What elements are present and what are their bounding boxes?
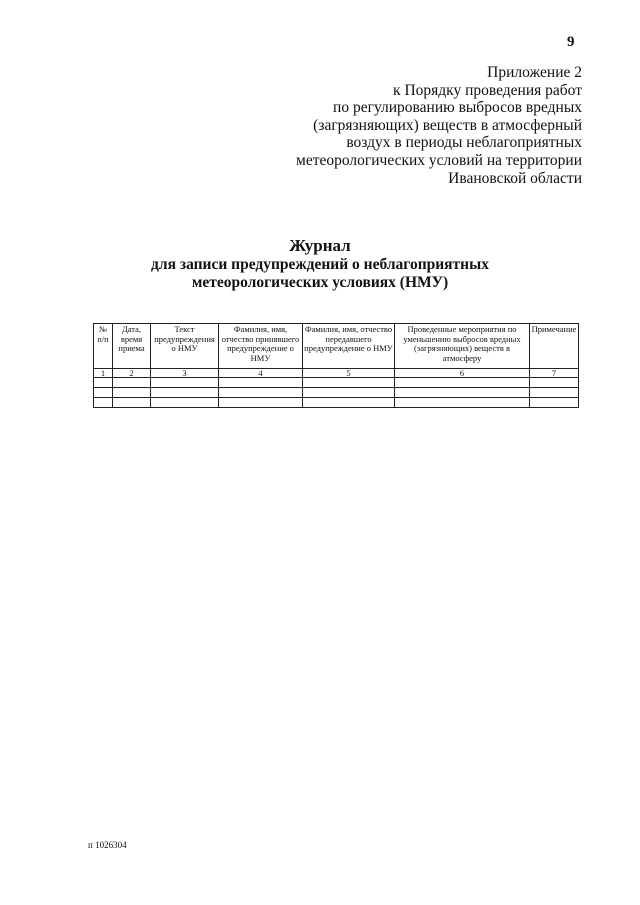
column-number: 2 [113,369,151,378]
cell [113,388,151,398]
cell [530,378,579,388]
header-cell: Фамилия, имя, отчество передавшего предупреждение о НМУ [303,324,395,369]
header-row [94,324,579,369]
document-subtitle [0,256,640,292]
column-number: 1 [94,369,113,378]
column-number: 6 [395,369,530,378]
appendix-line: к Порядку проведения работ [393,81,582,99]
header-cell: Дата, время приема [113,324,151,369]
table-row [94,388,579,398]
appendix-line: воздух в периоды неблагоприятных [346,134,582,152]
cell [303,388,395,398]
cell [303,378,395,388]
header-cell: № п/п [94,324,113,369]
header-cell: Проведенные мероприятия по уменьшению выбросов вредных (загрязняющих) веществ в атмосферу [395,324,530,369]
column-number: 5 [303,369,395,378]
document-title: Журнал [289,236,351,255]
footer-code: п 1026304 [88,840,127,850]
cell [151,398,219,408]
cell [303,398,395,408]
header-cell: Примечание [530,324,579,369]
header-cell: Фамилия, имя, отчество принявшего предупреждение о НМУ [219,324,303,369]
cell [530,398,579,408]
appendix-note [252,64,582,187]
appendix-line: Ивановской области [448,169,582,187]
cell [530,388,579,398]
subtitle-line: метеорологических условиях (НМУ) [191,274,449,291]
table-row [94,378,579,388]
column-number: 3 [151,369,219,378]
cell [395,388,530,398]
appendix-line: Приложение 2 [487,64,582,81]
table-row [94,398,579,408]
appendix-line: метеорологических условий на территории [296,151,582,169]
page-number: 9 [567,34,575,50]
appendix-line: (загрязняющих) веществ в атмосферный [313,116,582,134]
cell [219,398,303,408]
cell [151,388,219,398]
cell [151,378,219,388]
appendix-line: по регулированию выбросов вредных [333,99,582,117]
cell [94,378,113,388]
cell [219,378,303,388]
cell [94,388,113,398]
cell [113,378,151,388]
column-number-row [94,369,579,378]
header-cell: Текст предупреждения о НМУ [151,324,219,369]
column-number: 7 [530,369,579,378]
journal-table [93,323,579,408]
cell [395,378,530,388]
cell [113,398,151,408]
column-number: 4 [219,369,303,378]
subtitle-line: для записи предупреждений о неблагоприятных [151,256,489,273]
cell [395,398,530,408]
cell [94,398,113,408]
cell [219,388,303,398]
